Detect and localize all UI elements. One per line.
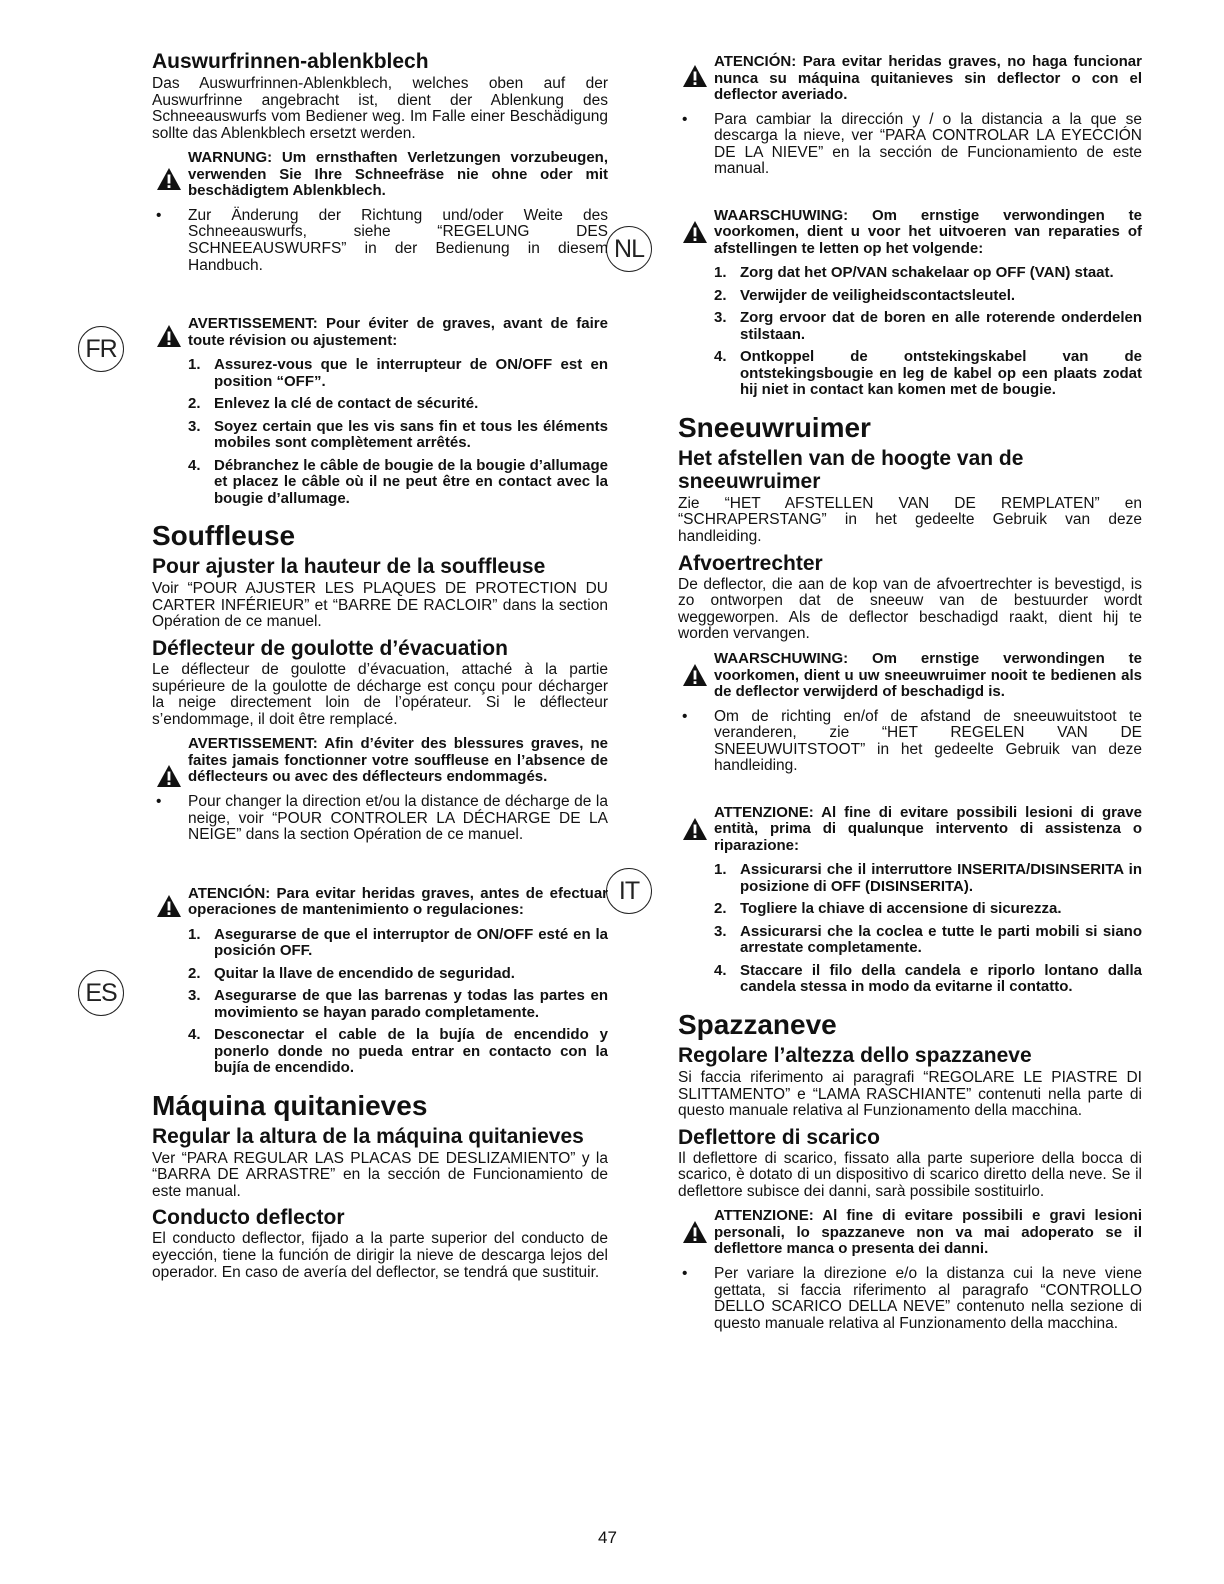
fr-steps-list [152,357,608,507]
es-deflector-heading: Conducto deflector [152,1206,345,1230]
de-heading: Auswurfrinnen-ablenkblech [152,50,429,73]
section-nl-maintenance [678,208,1142,775]
es-title: Máquina quitanieves [152,1089,428,1121]
de-bullet-text: Zur Änderung der Richtung und/oder Weite des Schneeauswurfs, siehe “REGELUNG DES SCHNEEAUSWURFS” in der Bedienung in diesem Handbuch. [188,206,608,274]
list-item: 1. Asegurarse de que el interruptor de ON/OFF esté en la posición OFF. [188,925,608,960]
it-warning2-text: ATTENZIONE: Al fine di evitare possibili e gravi lesioni personali, lo spazzaneve non va mai adoperato se il deflettore manca o presenta dei danni. [714,1207,1142,1258]
fr-deflector-heading: Déflecteur de goulotte d’évacuation [152,637,508,661]
it-warning-text: ATTENZIONE: Al fine di evitare possibili lesioni di grave entità, prima di qualunque intervento di assistenza o riparazione: [714,803,1142,854]
nl-steps-list [678,265,1142,399]
fr-warning [152,316,608,349]
section-es-maintenance [152,886,608,1282]
fr-bullet [152,794,608,844]
it-bullet [678,1266,1142,1332]
section-de-deflector [152,50,608,274]
list-item: 2. Enlevez la clé de contact de sécurité. [188,395,479,413]
list-item: 2. Verwijder de veiligheidscontactsleutel. [714,286,1016,304]
list-item: 3. Assicurarsi che la coclea e tutte le parti mobili si siano arrestate completamente. [714,922,1142,957]
fr-subtitle-body: Voir “POUR AJUSTER LES PLAQUES DE PROTECTION DU CARTER INFÉRIEUR” et “BARRE DE RACLOIR” dans la section Opération de ce manuel. [152,580,608,631]
es-bullet [678,112,1142,178]
bullet-dot-icon: • [156,206,162,224]
warning-triangle-icon [156,894,182,918]
es-warning2 [678,54,1142,104]
fr-title: Souffleuse [152,520,296,552]
section-it-maintenance [678,805,1142,1332]
warning-triangle-icon [156,324,182,348]
list-item: 4. Desconectar el cable de la bujía de encendido y ponerlo donde no pueda entrar en contacto con la bujía de encendido. [188,1026,608,1077]
it-deflector-heading: Deflettore di scarico [678,1125,880,1149]
it-warning [678,805,1142,855]
nl-warning2 [678,651,1142,701]
es-steps-list [152,927,608,1077]
bullet-dot-icon: • [682,110,688,128]
es-deflector-body: El conducto deflector, fijado a la parte superior del conducto de eyección, tiene la función de dirigir la nieve de descarga lejos del operador. En caso de avería del deflector, se tendrá que sustituir. [152,1230,608,1281]
de-bullet [152,208,608,274]
nl-subtitle-body: Zie “HET AFSTELLEN VAN DE REMPLATEN” en “SCHRAPERSTANG” in het gedeelte Gebruik van deze handleiding. [678,494,1142,546]
warning-triangle-icon [682,220,708,244]
it-title: Spazzaneve [678,1008,837,1040]
list-item: 1. Assurez-vous que le interrupteur de ON/OFF est en position “OFF”. [188,356,608,390]
nl-bullet [678,709,1142,775]
warning-triangle-icon [682,663,708,687]
it-subtitle: Regolare l’altezza dello spazzaneve [678,1043,1032,1067]
list-item: 4. Débranchez le câble de bougie de la bougie d’allumage et placez le câble où il ne peut être en contact avec la bougie d’allumage. [188,456,608,507]
de-warning-text: WARNUNG: Um ernsthaften Verletzungen vorzubeugen, verwenden Sie Ihre Schneefräse nie ohne oder mit beschädigtem Ablenkblech. [188,149,608,200]
es-warning-text: ATENCIÓN: Para evitar heridas graves, antes de efectuar operaciones de mantenimiento o regulaciones: [188,884,608,919]
bullet-dot-icon: • [682,707,688,725]
bullet-dot-icon: • [682,1264,688,1282]
es-bullet-text: Para cambiar la dirección y / o la distancia a la que se descarga la nieve, ver “PARA CONTROLAR LA EYECCIÓN DE LA NIEVE” en la sección de Funcionamiento de este manual. [714,110,1142,178]
warning-triangle-icon [156,764,182,788]
es-subtitle-body: Ver “PARA REGULAR LAS PLACAS DE DESLIZAMIENTO” y la “BARRA DE ARRASTRE” en la sección de Funcionamiento de este manual. [152,1149,608,1200]
es-warning2-text: ATENCIÓN: Para evitar heridas graves, no haga funcionar nunca su máquina quitanieves sin deflector o con el deflector averiado. [714,53,1142,103]
list-item: 4. Ontkoppel de ontstekingskabel van de ontstekingsbougie en leg de kabel op een plaats zodat hij niet in contact kan komen met de bougie. [714,348,1142,399]
language-badge-nl: NL [606,226,652,272]
bullet-dot-icon: • [156,792,162,810]
section-es-deflector-warning [678,54,1142,178]
section-fr-maintenance [152,316,608,843]
list-item: 3. Asegurarse de que las barrenas y todas las partes en movimiento se hayan parado completamente. [188,987,608,1021]
fr-deflector-body: Le déflecteur de goulotte d’évacuation, attaché à la partie supérieure de la goulotte de décharge est conçu pour décharger la neige directement loin de l’opérateur. Si le déflecteur s’endommage, il doit être remplacé. [152,661,608,728]
fr-warning2-text: AVERTISSEMENT: Afin d’éviter des blessures graves, ne faites jamais fonctionner votre souffleuse en l’absence de déflecteurs ou avec des déflecteurs endommagés. [188,735,608,786]
de-warning [152,150,608,200]
list-item: 2. Togliere la chiave di accensione di sicurezza. [714,900,1062,918]
fr-bullet-text: Pour changer la direction et/ou la distance de décharge de la neige, voir “POUR CONTROLER LA DÉCHARGE DE LA NEIGE” dans la section Opération de ce manuel. [188,792,608,844]
list-item: 1. Assicurarsi che il interruttore INSERITA/DISINSERITA in posizione di OFF (DISINSERITA). [714,861,1142,895]
warning-triangle-icon [682,817,708,841]
it-bullet-text: Per variare la direzione e/o la distanza cui la neve viene gettata, si faccia riferimento al paragrafo “CONTROLLO DELLO SCARICO DELLA NEVE” contenuto nella sezione di questo manuale relativa al Funzionamento della macchina. [714,1264,1142,1332]
it-steps-list [678,862,1142,996]
left-column [152,50,608,1285]
fr-subtitle: Pour ajuster la hauteur de la souffleuse [152,555,546,579]
list-item: 3. Soyez certain que les vis sans fin et tous les éléments mobiles sont complètement arrêtés. [188,417,608,452]
warning-triangle-icon [682,1220,708,1244]
nl-title: Sneeuwruimer [678,411,871,443]
it-deflector-body: Il deflettore di scarico, fissato alla parte superiore della bocca di scarico, è dotato di un dispositivo di scarico diretto della neve. Se il deflettore subisce dei danni, sarà possibile sostituirlo. [678,1149,1142,1200]
nl-deflector-heading: Afvoertrechter [678,551,823,575]
list-item: 3. Zorg ervoor dat de boren en alle roterende onderdelen stilstaan. [714,309,1142,343]
list-item: 2. Quitar la llave de encendido de seguridad. [188,964,515,982]
page-number: 47 [598,1528,617,1547]
nl-warning2-text: WAARSCHUWING: Om ernstige verwondingen te voorkomen, dient u uw sneeuwruimer nooit te bedienen als de deflector verwijderd of beschadigd is. [714,650,1142,701]
es-warning [152,886,608,919]
language-badge-fr: FR [78,326,124,372]
language-badge-es: ES [78,970,124,1016]
nl-warning-text: WAARSCHUWING: Om ernstige verwondingen te voorkomen, dient u voor het uitvoeren van reparaties of afstellingen te letten op het volgende: [714,206,1142,257]
nl-warning [678,208,1142,258]
list-item: 1. Zorg dat het OP/VAN schakelaar op OFF (VAN) staat. [714,264,1114,282]
it-warning2 [678,1208,1142,1258]
nl-subtitle: Het afstellen van de hoogte van de sneeuwruimer [678,446,1024,493]
it-subtitle-body: Si faccia riferimento ai paragrafi “REGOLARE LE PIASTRE DI SLITTAMENTO” e “LAMA RASCHIANTE” contenuti nella parte di questo manuale relativa al Funzionamento della macchina. [678,1068,1142,1120]
nl-deflector-body: De deflector, die aan de kop van de afvoertrechter is bevestigd, is zo ontworpen dat de sneeuw van de bestuurder wordt weggeworpen. Als de deflector beschadigd raakt, dient hij te worden vervangen. [678,575,1142,643]
language-badge-it: IT [606,868,652,914]
de-body: Das Auswurfrinnen-Ablenkblech, welches oben auf der Auswurfrinne angebracht ist, dient der Ablenkung des Schneeauswurfs vom Bediener weg. Im Falle einer Beschädigung sollte das Ablenkblech ersetzt werden. [152,75,608,142]
nl-bullet-text: Om de richting en/of de afstand de sneeuwuitstoot te veranderen, zie “HET REGELEN VAN DE SNEEUWUITSTOOT” in het gedeelte Gebruik van deze handleiding. [714,707,1142,775]
fr-warning-text: AVERTISSEMENT: Pour éviter de graves, avant de faire toute révision ou ajustement: [188,315,608,349]
warning-triangle-icon [156,167,182,191]
right-column [678,50,1142,1336]
warning-triangle-icon [682,64,708,88]
fr-warning2 [152,736,608,786]
list-item: 4. Staccare il filo della candela e riporlo lontano dalla candela stessa in modo da evitarne il contatto. [714,961,1142,996]
es-subtitle: Regular la altura de la máquina quitanieves [152,1124,584,1148]
